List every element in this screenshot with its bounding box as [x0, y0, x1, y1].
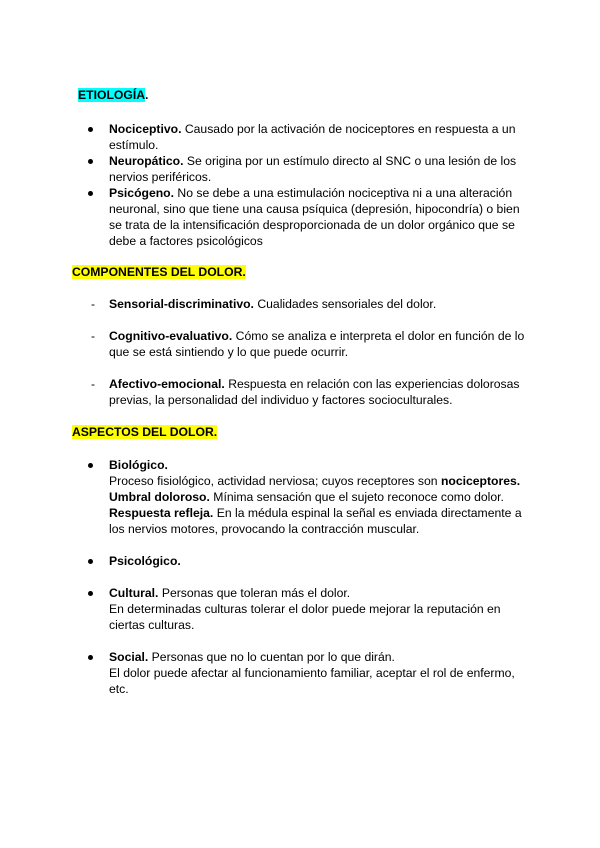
desc-psicogeno: No se debe a una estimulación nociceptiva ni a una alteración neuronal, sino que tiene una causa psíquica (depresión, hipocondría) o bien se trata de la intensificación desproporcionada de un dolor orgánico que se debe a factores psicológicos: [109, 186, 520, 248]
social-line-1: [109, 649, 526, 665]
term-afectivo: Afectivo-emocional.: [109, 377, 225, 391]
title-biologico: [109, 457, 526, 473]
desc-neuropatico: Se origina por un estímulo directo al SNC o una lesión de los nervios periféricos.: [109, 154, 517, 184]
list-item-cultural: [74, 585, 526, 633]
list-item-neuropatico: [74, 153, 529, 185]
list-item-biologico: [74, 457, 526, 537]
term-psicologico: Psicológico.: [109, 554, 181, 568]
desc-cognitivo: Cómo se analiza e interpreta el dolor en función de lo que se está sintiendo y lo que puede ocurrir.: [109, 329, 525, 359]
bullet-icon: [88, 159, 93, 164]
dash-marker: -: [91, 297, 96, 311]
heading-aspectos: [72, 425, 217, 440]
list-item-sensorial: [74, 296, 534, 312]
list-item-afectivo: [74, 376, 534, 408]
biologico-line-umbral: [109, 489, 526, 505]
term-psicogeno: Psicógeno.: [109, 186, 175, 200]
cultural-line-1: [109, 585, 526, 601]
desc-cultural-1: Personas que toleran más el dolor.: [158, 586, 351, 600]
aspectos-list: [74, 457, 526, 697]
term-biologico: Biológico.: [109, 458, 168, 472]
term-nociceptores: nociceptores.: [440, 474, 521, 488]
desc-respuesta: En la médula espinal la señal es enviada directamente a los nervios motores, provocando la contracción muscular.: [109, 506, 522, 536]
bullet-icon: [88, 559, 93, 564]
bullet-icon: [88, 127, 93, 132]
list-item-psicologico: [74, 553, 526, 569]
heading-etiologia: [78, 88, 148, 103]
desc-umbral: Mínima sensación que el sujeto reconoce como dolor.: [209, 490, 504, 504]
term-social: Social.: [109, 650, 149, 664]
etiologia-list: [74, 121, 529, 249]
biologico-line-proceso: [109, 473, 526, 489]
list-item-social: [74, 649, 526, 697]
biologico-line-respuesta: [109, 505, 526, 537]
desc-proceso: Proceso fisiológico, actividad nerviosa; cuyos receptores son: [109, 474, 441, 488]
bullet-icon: [88, 591, 93, 596]
dash-marker: -: [91, 377, 96, 391]
social-line-2: El dolor puede afectar al funcionamiento familiar, aceptar el rol de enfermo, etc.: [109, 666, 515, 696]
term-neuropatico: Neuropático.: [109, 154, 184, 168]
term-cultural: Cultural.: [109, 586, 159, 600]
bullet-icon: [88, 191, 93, 196]
dash-marker: -: [91, 329, 96, 343]
heading-aspectos-text: ASPECTOS DEL DOLOR.: [72, 425, 218, 439]
list-item-nociceptivo: [74, 121, 529, 153]
term-umbral: Umbral doloroso.: [109, 490, 210, 504]
desc-sensorial: Cualidades sensoriales del dolor.: [253, 297, 437, 311]
term-cognitivo: Cognitivo-evaluativo.: [109, 329, 233, 343]
heading-etiologia-text: ETIOLOGÍA: [78, 88, 146, 102]
term-respuesta: Respuesta refleja.: [109, 506, 214, 520]
heading-componentes-text: COMPONENTES DEL DOLOR.: [72, 265, 246, 279]
componentes-list: [74, 296, 534, 408]
desc-nociceptivo: Causado por la activación de nociceptores en respuesta a un estímulo.: [109, 122, 516, 152]
term-sensorial: Sensorial-discriminativo.: [109, 297, 254, 311]
list-item-cognitivo: [74, 328, 534, 360]
bullet-icon: [88, 463, 93, 468]
list-item-psicogeno: [74, 185, 529, 249]
heading-etiologia-period: .: [145, 88, 149, 102]
desc-social-1: Personas que no lo cuentan por lo que dirán.: [148, 650, 395, 664]
desc-afectivo: Respuesta en relación con las experiencias dolorosas previas, la personalidad del individuo y factores socioculturales.: [109, 377, 520, 407]
heading-componentes: [72, 265, 246, 280]
term-nociceptivo: Nociceptivo.: [109, 122, 182, 136]
bullet-icon: [88, 655, 93, 660]
cultural-line-2: En determinadas culturas tolerar el dolor puede mejorar la reputación en ciertas culturas.: [109, 602, 501, 632]
